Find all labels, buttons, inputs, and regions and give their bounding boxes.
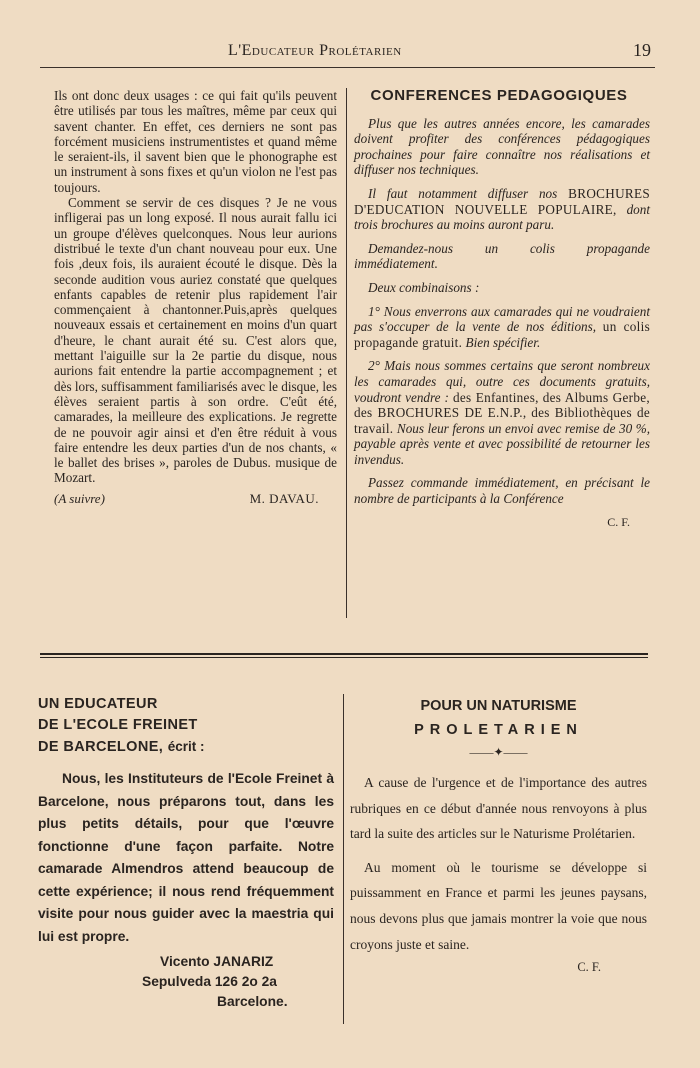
heading-line: UN EDUCATEUR xyxy=(38,696,158,712)
article-initials: C. F. xyxy=(577,960,601,975)
running-header xyxy=(40,40,655,68)
article-paragraph: Ils ont donc deux usages : ce qui fait qu'ils peuvent être utilisés par tous les maîtres, même par ceux qui savent chanter. En effet, ces derniers ne sont pas forcément musiciens instrumentistes et quand même le seraient-ils, il savent bien que le phonographe est un instrument à sons fixes et qu'un violon ne l'est pas toujours. xyxy=(54,88,337,195)
text-run: Nous leur ferons un envoi avec remise de 30 %, payable après vente et avec possibilité de retourner les invendus. xyxy=(354,420,650,467)
article-paragraph: A cause de l'urgence et de l'importance des autres rubriques en ce début d'année nous renvoyons à plus tard la suite des articles sur le Naturisme Prolétarien. xyxy=(350,775,647,842)
heading-line xyxy=(38,736,334,758)
ornament-divider: ——✦—— xyxy=(469,745,528,759)
text-run: des BROCHURES DE E.N.P., xyxy=(354,405,527,421)
text-run: des Albums Gerbe, xyxy=(542,389,650,405)
article-initials: C. F. xyxy=(607,514,630,529)
text-run: un colis propagande gratuit. xyxy=(354,319,651,350)
signature-city: Barcelone. xyxy=(217,994,288,1009)
article-barcelone xyxy=(38,694,334,1012)
journal-title: L'Educateur Prolétarien xyxy=(228,42,402,59)
article-heading: CONFERENCES PEDAGOGIQUES xyxy=(370,87,628,104)
text-run: 1° Nous enverrons aux camarades qui ne voudraient pas s'occuper de la vente de nos éditions, xyxy=(354,303,650,335)
signature-name: Vicento JANARIZ xyxy=(160,954,274,969)
to-follow-note: (A suivre) xyxy=(54,490,105,506)
heading-line: POUR UN NATURISME xyxy=(420,698,577,714)
article-paragraph: Passez commande immédiatement, en précisant le nombre de participants à la Conférence xyxy=(354,475,650,507)
author-name: M. DAVAU. xyxy=(249,490,319,506)
text-run: dont trois brochures au moins auront paru. xyxy=(354,201,651,233)
article-paragraph: Demandez-nous un colis propagande immédiatement. xyxy=(354,240,650,272)
letter-text: Nous, les Instituteurs de l'Ecole Freinet à Barcelone, nous préparons tout, dans les plus petits détails, pour que l'œuvre fonctionne d'une façon parfaite. Notre camarade Almendros attend beaucoup de cette expérience; il nous rend fréquemment visite pour nous guider avec la maestria qui lui est propre. xyxy=(38,771,334,944)
text-run: des Enfantines, xyxy=(452,389,539,405)
text-run: des Bibliothèques de travail. xyxy=(354,405,650,436)
article-paragraph xyxy=(354,358,650,467)
heading-line: PROLETARIEN xyxy=(414,722,583,738)
article-naturisme xyxy=(350,694,647,977)
heading-line: DE L'ECOLE FREINET xyxy=(38,717,198,733)
text-run: Il faut notamment diffuser nos xyxy=(368,185,558,201)
section-separator xyxy=(40,653,648,658)
signature-address: Sepulveda 126 2o 2a xyxy=(142,974,277,989)
article-davau xyxy=(54,88,337,506)
article-paragraph: Plus que les autres années encore, les camarades doivent profiter des conférences pédagogiques prochaines pour faire connaître nos réalisations et diffuser nos techniques. xyxy=(354,115,650,178)
column-divider xyxy=(343,694,344,1024)
page-number: 19 xyxy=(633,40,651,60)
article-paragraph: Au moment où le tourisme se développe si puissamment en France et parmi les jeunes paysans, nous devons plus que jamais montrer la voie que nous croyons juste et saine. xyxy=(350,859,647,952)
text-run: BROCHURES D'EDUCATION NOUVELLE POPULAIRE, xyxy=(354,185,650,217)
article-signature xyxy=(54,491,337,506)
column-divider xyxy=(346,88,347,618)
article-paragraph: Comment se servir de ces disques ? Je ne vous infligerai pas un long exposé. Il nous aurait fallu ici un groupe d'élèves quelconques. Nous leur aurions distribué le texte d'un chant nouveau pour eux. Une fois ,deux fois, ils auraient écouté le disque. Dès la seconde audition vous auriez constaté que quelques enfants capables de retenir plus rapidement l'air commençaient à chantonner.Puis,après quelques nouveaux essais et certainement en moins d'un quart d'heure, le chant aurait été su. C'est alors que, mettant l'aiguille sur la 2e partie du disque, nous aurions fait entendre la partie accompagnement ; et dès lors, suffisamment familiarisés avec le disque, les élèves seraient partis à son ordre. C'eût été, camarades, la meilleure des explications. Je regrette de ne pouvoir agir ainsi et d'en être réduit à vous faire entendre les deux parties d'un de nos chants, « le ballet des brises », paroles de Dubus. musique de Mozart. xyxy=(54,195,337,486)
article-paragraph: Deux combinaisons : xyxy=(368,279,480,295)
letter-signature xyxy=(38,952,334,1012)
heading-text: écrit : xyxy=(167,739,205,754)
article-heading xyxy=(38,694,334,758)
article-paragraph xyxy=(354,186,650,233)
article-conferences xyxy=(354,88,650,530)
article-body xyxy=(38,768,334,948)
text-run: 2° Mais nous sommes certains que seront nombreux les camarades qui, outre ces documents gratuits, voudront vendre : xyxy=(354,358,650,405)
text-run: Bien spécifier. xyxy=(465,334,541,350)
article-heading xyxy=(350,694,647,742)
heading-text: DE BARCELONE, xyxy=(38,739,164,755)
article-paragraph xyxy=(354,304,650,351)
